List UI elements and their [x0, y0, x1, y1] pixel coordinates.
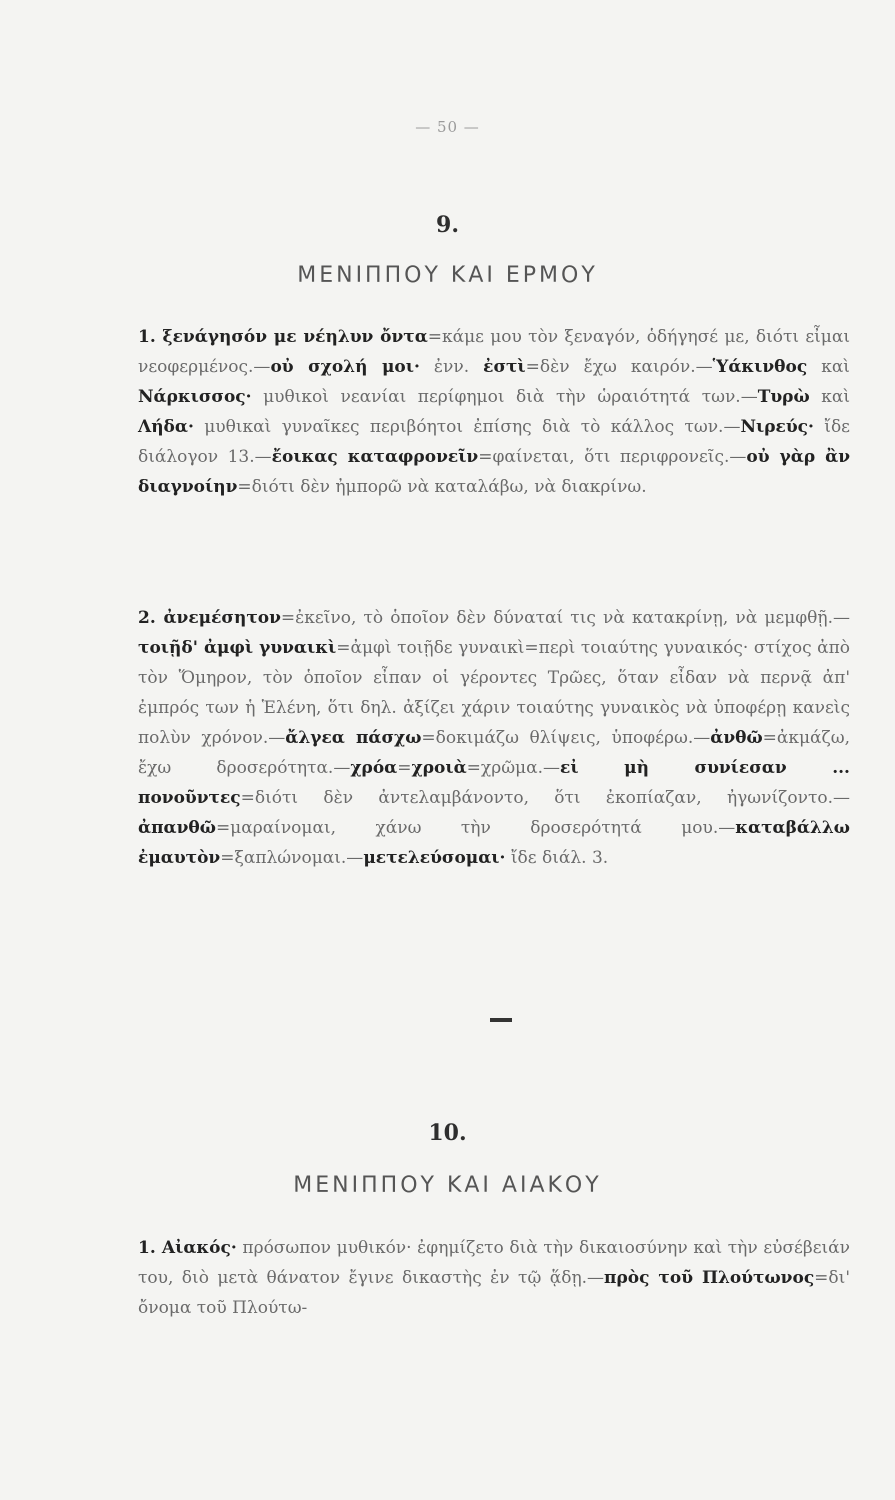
- section-9-paragraph-2: [138, 603, 850, 873]
- lemma-term: πρὸς τοῦ Πλούτωνος: [604, 1268, 815, 1288]
- note-number: 1.: [138, 327, 163, 347]
- gloss-text: =μαραίνομαι, χάνω τὴν δροσερότητά μου.—: [215, 818, 736, 838]
- gloss-text: πρόσωπον μυθικόν· ἐφημίζετο διὰ τὴν δικαιοσύνην καὶ τὴν εὐσέβειάν του, διὸ μετὰ θάνατον ἔγινε δικαστὴς ἐν τῷ ᾅδῃ.—: [138, 1238, 850, 1288]
- gloss-text: καὶ: [807, 357, 850, 377]
- gloss-text: =ἀκμάζω, ἔχω δροσερότητα.—: [138, 728, 850, 778]
- lemma-term: μετελεύσομαι·: [363, 848, 506, 868]
- gloss-text: =δι' ὄνομα τοῦ Πλούτω-: [138, 1268, 850, 1318]
- lemma-term: καταβάλλω ἐμαυτὸν: [138, 818, 850, 868]
- section-10-title: ΜΕΝΙΠΠΟΥ ΚΑΙ ΑΙΑΚΟΥ: [293, 1173, 602, 1198]
- note-number: 1.: [138, 1238, 162, 1258]
- lemma-term: Ὑάκινθος: [712, 357, 808, 377]
- gloss-text: =ἀμφὶ τοιῇδε γυναικὶ=περὶ τοιαύτης γυναικός· στίχος ἀπὸ τὸν Ὅμηρον, τὸν ὁποῖον εἶπαν οἱ γέροντες Τρῶες, ὅταν εἶδαν νὰ περνᾷ ἀπ' ἐμπρός των ἡ Ἑλένη, ὅτι δηλ. ἀξίζει χάριν τοιαύτης γυναικὸς νὰ ὑποφέρῃ κανεὶς πολὺν χρόνον.—: [138, 638, 850, 748]
- gloss-text: ἐνν.: [419, 357, 484, 377]
- gloss-text: ἴδε διάλ. 3.: [505, 848, 609, 868]
- lemma-term: ἔοικας καταφρονεῖν: [271, 447, 479, 467]
- lemma-term: τοιῇδ' ἀμφὶ γυναικὶ: [138, 638, 337, 658]
- section-9-paragraph-1: [138, 322, 850, 502]
- section-10-number: 10.: [428, 1120, 467, 1146]
- lemma-term: Τυρὼ: [757, 387, 810, 407]
- gloss-text: =διότι δὲν ἀντελαμβάνοντο, ὅτι ἐκοπίαζαν, ἠγωνίζοντο.—: [240, 788, 850, 808]
- gloss-text: ἴδε διάλογον 13.—: [138, 417, 850, 467]
- page-number: — 50 —: [415, 118, 480, 136]
- gloss-text: =φαίνεται, ὅτι περιφρονεῖς.—: [478, 447, 747, 467]
- lemma-term: ἀνεμέσητον: [163, 608, 281, 628]
- gloss-text: =διότι δὲν ἠμπορῶ νὰ καταλάβω, νὰ διακρίνω.: [237, 477, 647, 497]
- lemma-term: ξενάγησόν με νέηλυν ὄντα: [162, 327, 428, 347]
- gloss-text: =δοκιμάζω θλίψεις, ὑποφέρω.—: [421, 728, 711, 748]
- gloss-text: =δὲν ἔχω καιρόν.—: [525, 357, 713, 377]
- section-10-paragraph-1: [138, 1233, 850, 1323]
- lemma-term: Αἰακός·: [161, 1238, 237, 1258]
- gloss-text: μυθικαὶ γυναῖκες περιβόητοι ἐπίσης διὰ τὸ κάλλος των.—: [193, 417, 741, 437]
- gloss-text: =χρῶμα.—: [466, 758, 560, 778]
- gloss-text: =: [397, 758, 412, 778]
- gloss-text: μυθικοὶ νεανίαι περίφημοι διὰ τὴν ὡραιότητά των.—: [251, 387, 758, 407]
- lemma-term: Λήδα·: [138, 417, 194, 437]
- lemma-term: χροιὰ: [411, 758, 467, 778]
- lemma-term: εἰ μὴ συνίεσαν ... πονοῦντες: [138, 758, 850, 808]
- gloss-text: =ξαπλώνομαι.—: [220, 848, 364, 868]
- lemma-term: ἀπανθῶ: [138, 818, 216, 838]
- gloss-text: =κάμε μου τὸν ξεναγόν, ὁδήγησέ με, διότι εἶμαι νεοφερμένος.—: [138, 327, 850, 377]
- section-9-number: 9.: [436, 212, 459, 238]
- lemma-term: οὐ σχολή μοι·: [270, 357, 420, 377]
- lemma-term: ἄλγεα πάσχω: [285, 728, 422, 748]
- note-number: 2.: [138, 608, 164, 628]
- lemma-term: ἀνθῶ: [710, 728, 763, 748]
- lemma-term: χρόα: [350, 758, 398, 778]
- lemma-term: οὐ γὰρ ἂν διαγνοίην: [138, 447, 850, 497]
- lemma-term: Νιρεύς·: [740, 417, 814, 437]
- gloss-text: =ἐκεῖνο, τὸ ὁποῖον δὲν δύναταί τις νὰ κατακρίνῃ, νὰ μεμφθῇ.—: [280, 608, 851, 628]
- lemma-term: Νάρκισσος·: [138, 387, 252, 407]
- section-9-title: ΜΕΝΙΠΠΟΥ ΚΑΙ ΕΡΜΟΥ: [297, 263, 598, 288]
- gloss-text: καὶ: [809, 387, 850, 407]
- lemma-term: ἐστὶ: [483, 357, 526, 377]
- section-divider: [490, 1018, 512, 1022]
